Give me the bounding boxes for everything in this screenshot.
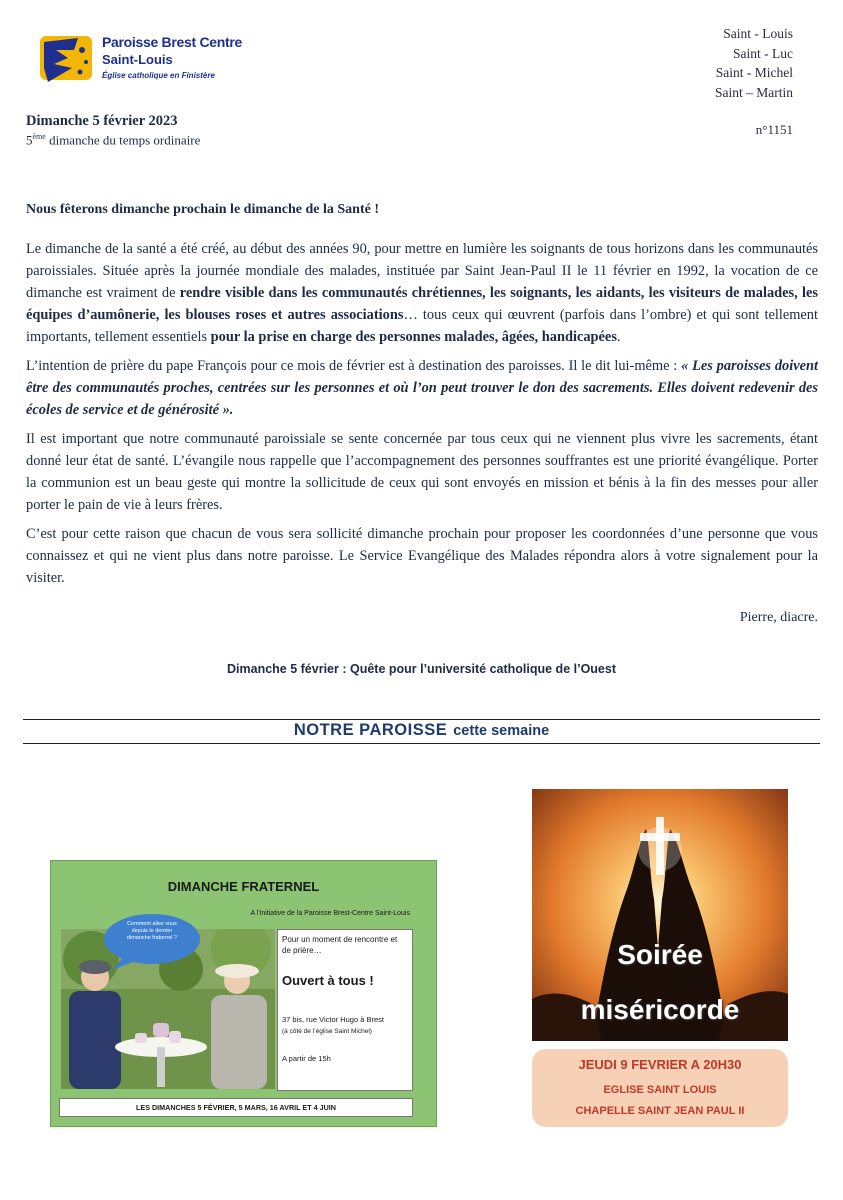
flyer-info-box [277, 929, 413, 1091]
sunday-ordinal-suffix: ème [32, 132, 46, 141]
poster-caption [532, 1049, 788, 1127]
parish-logo [38, 28, 268, 92]
divider [23, 743, 820, 744]
quete-notice: Dimanche 5 février : Quête pour l’université catholique de l’Ouest [227, 662, 616, 676]
flyer-dates: LES DIMANCHES 5 FÉVRIER, 5 MARS, 16 AVRIL ET 4 JUIN [59, 1098, 413, 1117]
logo-subtitle: Saint-Louis [102, 52, 173, 67]
date-block [26, 113, 200, 148]
sunday-ordinal: 5 [26, 132, 33, 148]
logo-title: Paroisse Brest Centre [102, 34, 242, 50]
section-title-sub: cette semaine [453, 723, 550, 739]
parish-logo-mark [38, 28, 98, 88]
section-title-main: NOTRE PAROISSE [293, 721, 448, 739]
flyer-initiative: A l’initiative de la Paroisse Brest-Centre Saint-Louis [250, 910, 410, 917]
article-paragraph [26, 355, 818, 421]
text-run: … tous ceux qui œuvrent (parfois dans l’ombre) et qui sont tellement importants, tellement essentiels [26, 307, 818, 345]
flyer-moment: Pour un moment de rencontre et de prière… [282, 935, 398, 955]
flyer-address-note: (à côté de l’église Saint Michel) [282, 1028, 372, 1035]
poster-title-line2: miséricorde [580, 994, 740, 1025]
text-run-bold: pour la prise en charge des personnes malades, âgées, handicapées [210, 329, 617, 345]
parish-item: Saint - Michel [715, 65, 793, 80]
poster-place: EGLISE SAINT LOUIS [603, 1084, 717, 1096]
poster-place: CHAPELLE SAINT JEAN PAUL II [575, 1105, 745, 1117]
flyer-time: A partir de 15h [282, 1054, 331, 1063]
flyer-open: Ouvert à tous ! [282, 973, 374, 988]
pope-quote: « Les paroisses doivent être des communautés proches, centrées sur les personnes et où l’on peut trouver le don des sacrements. Elles doivent redevenir des écoles de service et de générosité ». [26, 358, 819, 418]
article-paragraph: Il est important que notre communauté paroissiale se sente concernée par tous ceux qui ne viennent plus vivre les sacrements, étant donné leur état de santé. L’évangile nous rappelle que l’accompagnement des personnes souffrantes est une priorité évangélique. Porter la communion est un beau geste qui montre la sollicitude de ceux qui sont envoyés en mission et bénis à la fin des messes pour aller porter le pain de vie à leurs frères. [26, 431, 818, 513]
text-run-bold: rendre visible dans les communautés chrétiennes, les soignants, les aidants, les visiteurs de malades, les équipes d’aumônerie, les blouses roses et autres associations [26, 285, 818, 323]
sunday-description: dimanche du temps ordinaire [45, 132, 201, 148]
parish-item: Saint - Louis [723, 26, 793, 41]
flyer-address: 37 bis, rue Victor Hugo à Brest [282, 1015, 384, 1024]
bulletin-date: Dimanche 5 février 2023 [26, 113, 178, 129]
poster-date: JEUDI 9 FEVRIER A 20H30 [578, 1057, 742, 1072]
speech-bubble-text: Comment allez vous depuis le dernier dimanche fraternel ? [126, 921, 178, 941]
section-title [0, 721, 843, 740]
signature: Pierre, diacre. [739, 610, 818, 625]
logo-tagline: Église catholique en Finistère [102, 71, 215, 80]
text-run: L’intention de prière du pape François pour ce mois de février est à destination des paroisses. Il le dit lui-même : [26, 358, 682, 374]
article-paragraph: C’est pour cette raison que chacun de vous sera sollicité dimanche prochain pour proposer les coordonnées d’une personne que vous connaissez et qui ne vient plus dans notre paroisse. Le Service Evangélique des Malades répondra alors à votre signalement pour la visiter. [26, 526, 818, 586]
text-run: Le dimanche de la santé a été créé, au début des années 90, pour mettre en lumière les soignants de tous horizons dans les communautés paroissiales. Située après la journée mondiale des malades, instituée par Saint Jean-Paul II le 11 février en 1992, la vocation de ce dimanche est vraiment de [26, 241, 818, 301]
parish-item: Saint - Luc [733, 45, 793, 61]
article-body [26, 238, 818, 596]
soiree-misericorde-poster [532, 789, 788, 1129]
parish-item: Saint – Martin [715, 84, 793, 100]
article-paragraph [26, 238, 818, 348]
dimanche-fraternel-flyer [50, 860, 437, 1127]
liturgical-sunday [26, 132, 200, 148]
text-run: . [616, 329, 621, 345]
divider [23, 719, 820, 720]
parish-list [715, 24, 793, 102]
issue-number: n°1151 [755, 122, 793, 137]
poster-title-line1: Soirée [617, 939, 703, 970]
article-headline: Nous fêterons dimanche prochain le dimanche de la Santé ! [26, 202, 379, 217]
flyer-title: DIMANCHE FRATERNEL [167, 879, 320, 894]
